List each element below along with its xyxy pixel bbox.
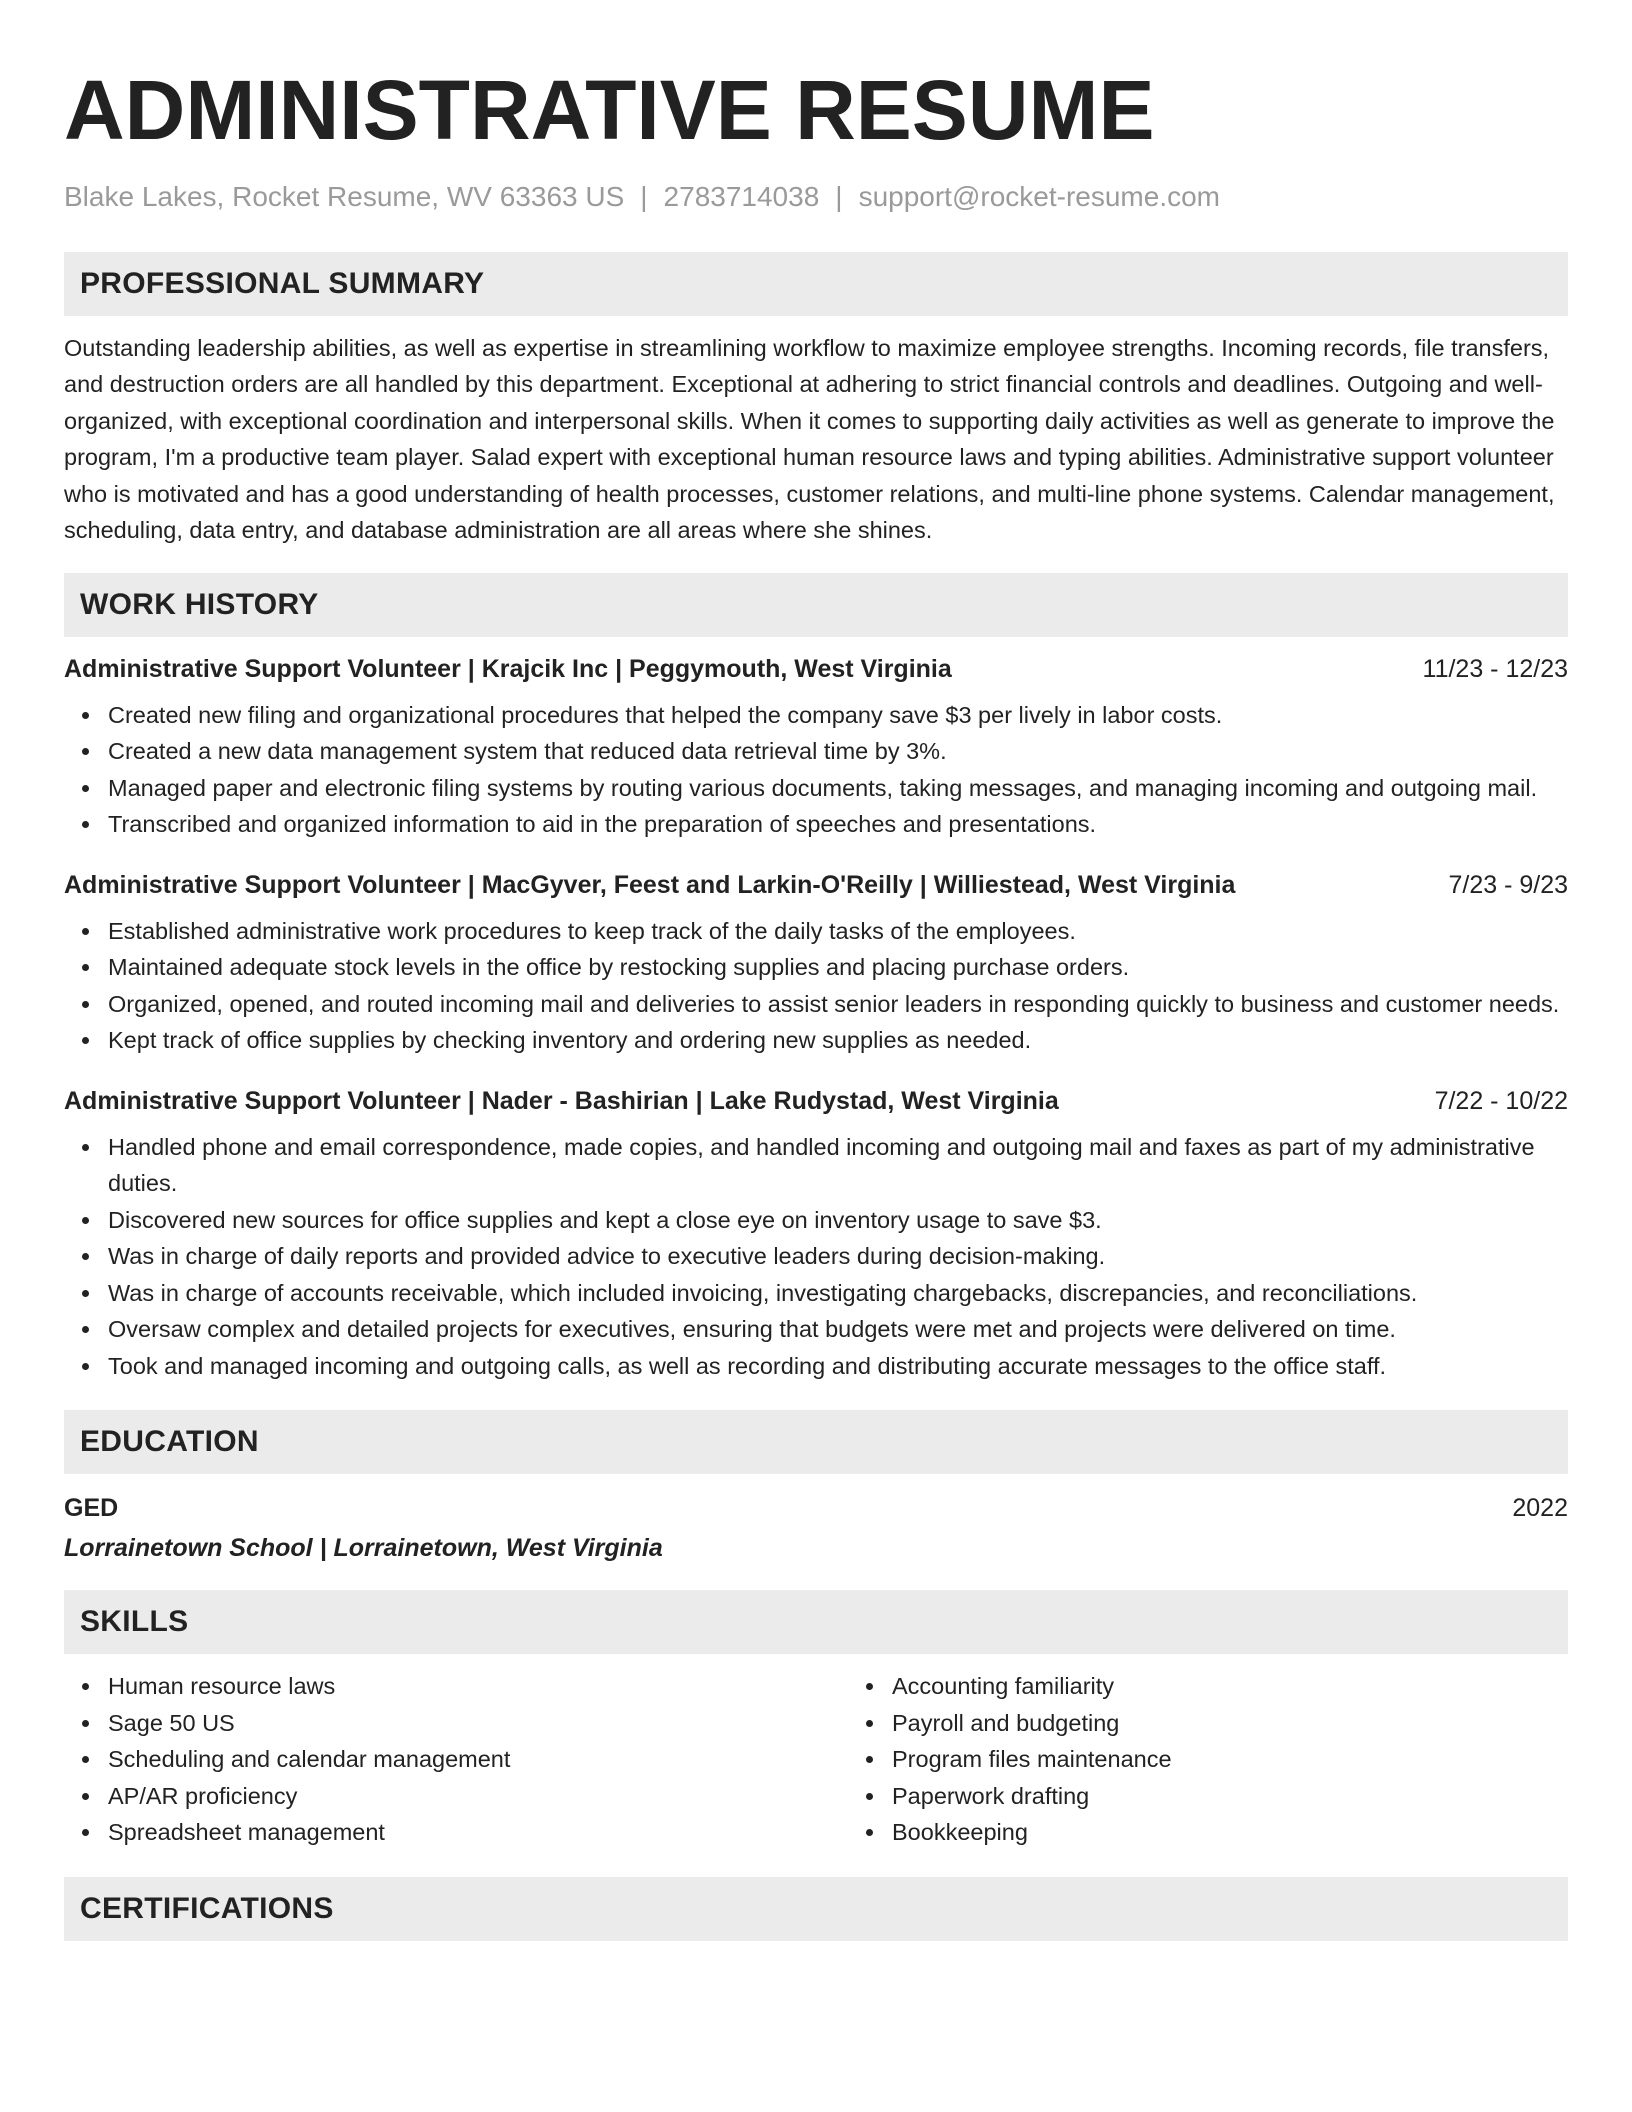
skill-item: Accounting familiarity [892,1668,1632,1705]
job-bullet: Established administrative work procedures to keep track of the daily tasks of the employees. [108,913,1568,950]
skill-item: AP/AR proficiency [108,1778,848,1815]
section-header-work-history: WORK HISTORY [64,573,1568,637]
job-title: Administrative Support Volunteer | Nader - Bashirian | Lake Rudystad, West Virginia [64,1086,1059,1115]
skill-item: Bookkeeping [892,1814,1632,1851]
job-bullet-list [64,697,1568,843]
contact-phone: 2783714038 [663,181,820,212]
skill-item: Spreadsheet management [108,1814,848,1851]
job-bullet: Took and managed incoming and outgoing calls, as well as recording and distributing accurate messages to the office staff. [108,1348,1568,1385]
job-entry [64,1083,1568,1385]
contact-email: support@rocket-resume.com [858,181,1220,212]
skill-item: Program files maintenance [892,1741,1632,1778]
skills-column-right [848,1668,1632,1851]
job-bullet: Discovered new sources for office supplies and kept a close eye on inventory usage to save $3. [108,1202,1568,1239]
skills-column-left [64,1668,848,1851]
contact-line [64,180,1568,214]
job-bullet: Was in charge of accounts receivable, which included invoicing, investigating chargebacks, discrepancies, and reconciliations. [108,1275,1568,1312]
job-bullet: Managed paper and electronic filing systems by routing various documents, taking messages, and managing incoming and outgoing mail. [108,770,1568,807]
education-entry [64,1490,1568,1566]
section-header-education: EDUCATION [64,1410,1568,1474]
resume-title: ADMINISTRATIVE RESUME [64,63,1155,157]
job-bullet: Created a new data management system that reduced data retrieval time by 3%. [108,733,1568,770]
job-bullet: Handled phone and email correspondence, made copies, and handled incoming and outgoing mail and faxes as part of my administrative duties. [108,1129,1568,1202]
section-header-summary: PROFESSIONAL SUMMARY [64,252,1568,316]
job-bullet: Oversaw complex and detailed projects for executives, ensuring that budgets were met and projects were delivered on time. [108,1311,1568,1348]
job-bullet: Kept track of office supplies by checking inventory and ordering new supplies as needed. [108,1022,1568,1059]
job-title: Administrative Support Volunteer | Krajcik Inc | Peggymouth, West Virginia [64,654,952,683]
contact-separator: | [640,181,648,212]
skill-item: Scheduling and calendar management [108,1741,848,1778]
section-header-certifications: CERTIFICATIONS [64,1877,1568,1941]
job-entry [64,867,1568,1059]
education-degree: GED [64,1494,119,1523]
contact-address: Blake Lakes, Rocket Resume, WV 63363 US [64,181,625,212]
job-bullet-list [64,1129,1568,1385]
job-dates: 7/22 - 10/22 [1434,1086,1568,1115]
skill-item: Human resource laws [108,1668,848,1705]
job-title: Administrative Support Volunteer | MacGyver, Feest and Larkin-O'Reilly | Williestead, West Virginia [64,870,1236,899]
job-entry [64,651,1568,843]
skill-item: Payroll and budgeting [892,1705,1632,1742]
job-bullet: Organized, opened, and routed incoming mail and deliveries to assist senior leaders in responding quickly to business and customer needs. [108,986,1568,1023]
job-dates: 11/23 - 12/23 [1422,654,1568,683]
education-school: Lorrainetown School | Lorrainetown, West Virginia [64,1534,663,1563]
job-bullet: Transcribed and organized information to aid in the preparation of speeches and presentations. [108,806,1568,843]
job-header [64,867,1568,903]
job-bullet: Maintained adequate stock levels in the office by restocking supplies and placing purchase orders. [108,949,1568,986]
education-year: 2022 [1512,1494,1568,1523]
job-header [64,1083,1568,1119]
job-bullet: Was in charge of daily reports and provided advice to executive leaders during decision-making. [108,1238,1568,1275]
skill-item: Paperwork drafting [892,1778,1632,1815]
skills-list [64,1668,1568,1851]
job-bullet-list [64,913,1568,1059]
section-header-skills: SKILLS [64,1590,1568,1654]
summary-text: Outstanding leadership abilities, as well as expertise in streamlining workflow to maximize employee strengths. Incoming records, file transfers, and destruction orders are all handled by this department. Exceptional at adhering to strict financial controls and deadlines. Outgoing and well-organized, with exceptional coordination and interpersonal skills. When it comes to supporting daily activities as well as generate to improve the program, I'm a productive team player. Salad expert with exceptional human resource laws and typing abilities. Administrative support volunteer who is motivated and has a good understanding of health processes, customer relations, and multi-line phone systems. Calendar management, scheduling, data entry, and database administration are all areas where she shines. [64,334,1555,544]
contact-separator: | [835,181,843,212]
job-bullet: Created new filing and organizational procedures that helped the company save $3 per lively in labor costs. [108,697,1568,734]
education-header [64,1490,1568,1526]
skill-item: Sage 50 US [108,1705,848,1742]
job-dates: 7/23 - 9/23 [1448,870,1568,899]
job-header [64,651,1568,687]
